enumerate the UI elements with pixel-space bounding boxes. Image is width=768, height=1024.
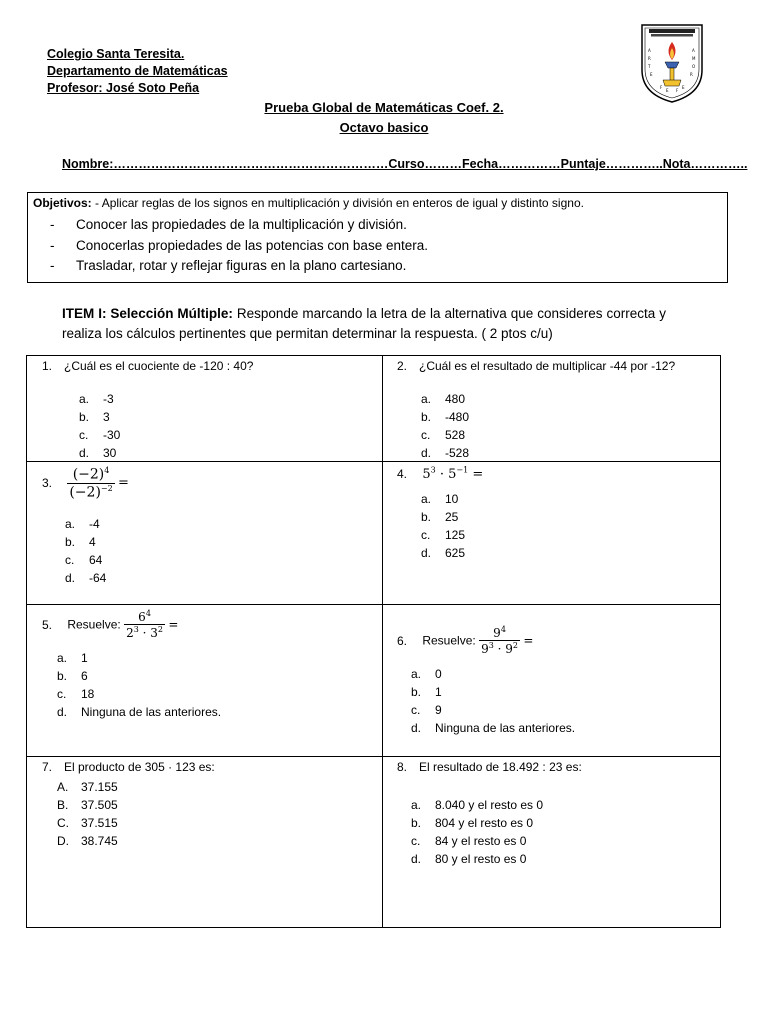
item-label: ITEM I: Selección Múltiple: bbox=[62, 306, 233, 321]
option-item[interactable]: a. -3 bbox=[79, 392, 114, 406]
option-item[interactable]: b. 4 bbox=[65, 535, 96, 549]
option-item[interactable]: C. 37.515 bbox=[57, 816, 118, 830]
question-1: 1. ¿Cuál es el cuociente de -120 : 40? a. -3 b. 3 c. -30 d. 30 bbox=[42, 359, 254, 460]
question-text: Resuelve: bbox=[422, 633, 476, 648]
option-item[interactable]: c. 84 y el resto es 0 bbox=[411, 834, 527, 848]
department-name: Departamento de Matemáticas bbox=[47, 64, 228, 78]
objectives-first-line bbox=[33, 196, 584, 210]
option-item[interactable]: d. -528 bbox=[421, 446, 470, 460]
question-3: 3. $\frac{(-2)^4}{(-2)^{-2}}$ = a. -4 b. 4 c. 64 d. -64 bbox=[42, 466, 129, 585]
fraction: $\frac{9^4}{9^3 \cdot 9^2}$ bbox=[481, 625, 519, 656]
exam-grade: Octavo basico bbox=[339, 120, 429, 135]
question-text: Resuelve: bbox=[67, 617, 121, 632]
school-name: Colegio Santa Teresita. bbox=[47, 47, 185, 61]
student-info-line[interactable]: Nombre:…………………………………………………………Curso………Fecha……………Puntaje…………..Nota………….. bbox=[62, 157, 748, 171]
question-2: 2. ¿Cuál es el resultado de multiplicar -44 por -12? a. 480 b. -480 c. 528 d. -528 bbox=[397, 359, 676, 460]
item-instructions bbox=[62, 304, 666, 344]
svg-text:O: O bbox=[692, 64, 696, 69]
svg-text:A: A bbox=[692, 48, 695, 53]
objective-item: - Aplicar reglas de los signos en multiplicación y división en enteros de igual y distinto signo. bbox=[91, 196, 584, 210]
options-list bbox=[57, 649, 221, 721]
option-item[interactable]: d. 625 bbox=[421, 546, 466, 560]
objectives-box bbox=[27, 192, 728, 283]
option-item[interactable]: b. -480 bbox=[421, 410, 470, 424]
school-crest-logo bbox=[639, 22, 705, 104]
svg-text:A: A bbox=[648, 48, 651, 53]
objective-item: - Conocerlas propiedades de las potencias con base entera. bbox=[50, 237, 428, 253]
option-item[interactable]: b. 804 y el resto es 0 bbox=[411, 816, 534, 830]
option-item[interactable]: a. 1 bbox=[57, 651, 88, 665]
option-item[interactable]: d. 80 y el resto es 0 bbox=[411, 852, 527, 866]
objectives-label: Objetivos: bbox=[33, 196, 92, 210]
question-text: ¿Cuál es el cuociente de -120 : 40? bbox=[64, 359, 254, 373]
options-list bbox=[411, 665, 575, 737]
item-text: Responde marcando la letra de la alternativa que consideres correcta y realiza los cálculos pertinentes que permitan determinar la respuesta. ( 2 ptos c/u) bbox=[62, 306, 666, 341]
svg-text:E: E bbox=[650, 72, 653, 77]
option-item[interactable]: b. 25 bbox=[421, 510, 459, 524]
svg-text:R: R bbox=[648, 56, 651, 61]
school-header bbox=[47, 46, 228, 97]
exam-title: Prueba Global de Matemáticas Coef. 2. bbox=[264, 100, 504, 115]
option-item[interactable]: a. 10 bbox=[421, 492, 459, 506]
option-item[interactable]: c. 125 bbox=[421, 528, 466, 542]
option-item[interactable]: d. Ninguna de las anteriores. bbox=[57, 705, 222, 719]
option-item[interactable]: c. 64 bbox=[65, 553, 103, 567]
option-item[interactable]: B. 37.505 bbox=[57, 798, 118, 812]
option-item[interactable]: d. -64 bbox=[65, 571, 107, 585]
option-item[interactable]: c. 9 bbox=[411, 703, 442, 717]
option-item[interactable]: c. 18 bbox=[57, 687, 95, 701]
option-item[interactable]: b. 1 bbox=[411, 685, 442, 699]
option-item[interactable]: a. 0 bbox=[411, 667, 442, 681]
option-item[interactable]: d. Ninguna de las anteriores. bbox=[411, 721, 576, 735]
options-list bbox=[57, 778, 118, 850]
options-list bbox=[79, 390, 120, 462]
objective-item: - Trasladar, rotar y reflejar figuras en la plano cartesiano. bbox=[50, 258, 407, 273]
objective-item: - Conocer las propiedades de la multiplicación y división. bbox=[50, 217, 407, 232]
options-list bbox=[421, 390, 469, 462]
svg-text:F: F bbox=[660, 85, 663, 90]
fraction: $\frac{(-2)^4}{(-2)^{-2}}$ bbox=[69, 466, 113, 501]
question-text: El resultado de 18.492 : 23 es: bbox=[419, 760, 582, 774]
option-item[interactable]: A. 37.155 bbox=[57, 780, 118, 794]
svg-text:E: E bbox=[666, 88, 669, 93]
question-8: 8. El resultado de 18.492 : 23 es: a. 8.040 y el resto es 0 b. 804 y el resto es 0 c. 84 y el resto es 0 d. 80 y el resto es 0 bbox=[397, 760, 582, 866]
questions-table bbox=[26, 355, 721, 928]
expression: $5^3 \cdot 5^{-1}$ = bbox=[422, 466, 484, 483]
question-7: 7. El producto de 305 · 123 es: A. 37.155 B. 37.505 C. 37.515 D. 38.745 bbox=[42, 760, 215, 848]
svg-text:T: T bbox=[648, 64, 651, 69]
objectives-list bbox=[50, 215, 428, 277]
option-item[interactable]: a. 8.040 y el resto es 0 bbox=[411, 798, 544, 812]
option-item[interactable]: c. -30 bbox=[79, 428, 121, 442]
option-item[interactable]: b. 3 bbox=[79, 410, 110, 424]
question-text: ¿Cuál es el resultado de multiplicar -44 por -12? bbox=[419, 359, 676, 373]
fraction: $\frac{6^4}{2^3 \cdot 3^2}$ bbox=[126, 609, 164, 640]
question-5: 5. Resuelve: $\frac{6^4}{2^3 \cdot 3^2}$ = a. 1 b. 6 c. 18 d. Ninguna de las anteriores. bbox=[42, 609, 222, 719]
option-item[interactable]: c. 528 bbox=[421, 428, 466, 442]
option-item[interactable]: d. 30 bbox=[79, 446, 117, 460]
svg-text:E: E bbox=[682, 85, 685, 90]
options-list bbox=[421, 490, 465, 562]
svg-text:F: F bbox=[676, 88, 679, 93]
option-item[interactable]: b. 6 bbox=[57, 669, 88, 683]
question-4: 4. $5^3 \cdot 5^{-1}$ = a. 10 b. 25 c. 125 d. 625 bbox=[397, 466, 484, 560]
svg-text:R: R bbox=[690, 72, 693, 77]
question-text: El producto de 305 · 123 es: bbox=[64, 760, 215, 774]
question-6: 6. Resuelve: $\frac{9^4}{9^3 \cdot 9^2}$ = a. 0 b. 1 c. 9 d. Ninguna de las anteriores. bbox=[397, 625, 576, 735]
option-item[interactable]: a. -4 bbox=[65, 517, 100, 531]
teacher-name: Profesor: José Soto Peña bbox=[47, 81, 200, 95]
option-item[interactable]: D. 38.745 bbox=[57, 834, 118, 848]
svg-text:M: M bbox=[692, 56, 696, 61]
option-item[interactable]: a. 480 bbox=[421, 392, 466, 406]
options-list bbox=[411, 796, 543, 868]
options-list bbox=[65, 515, 106, 587]
